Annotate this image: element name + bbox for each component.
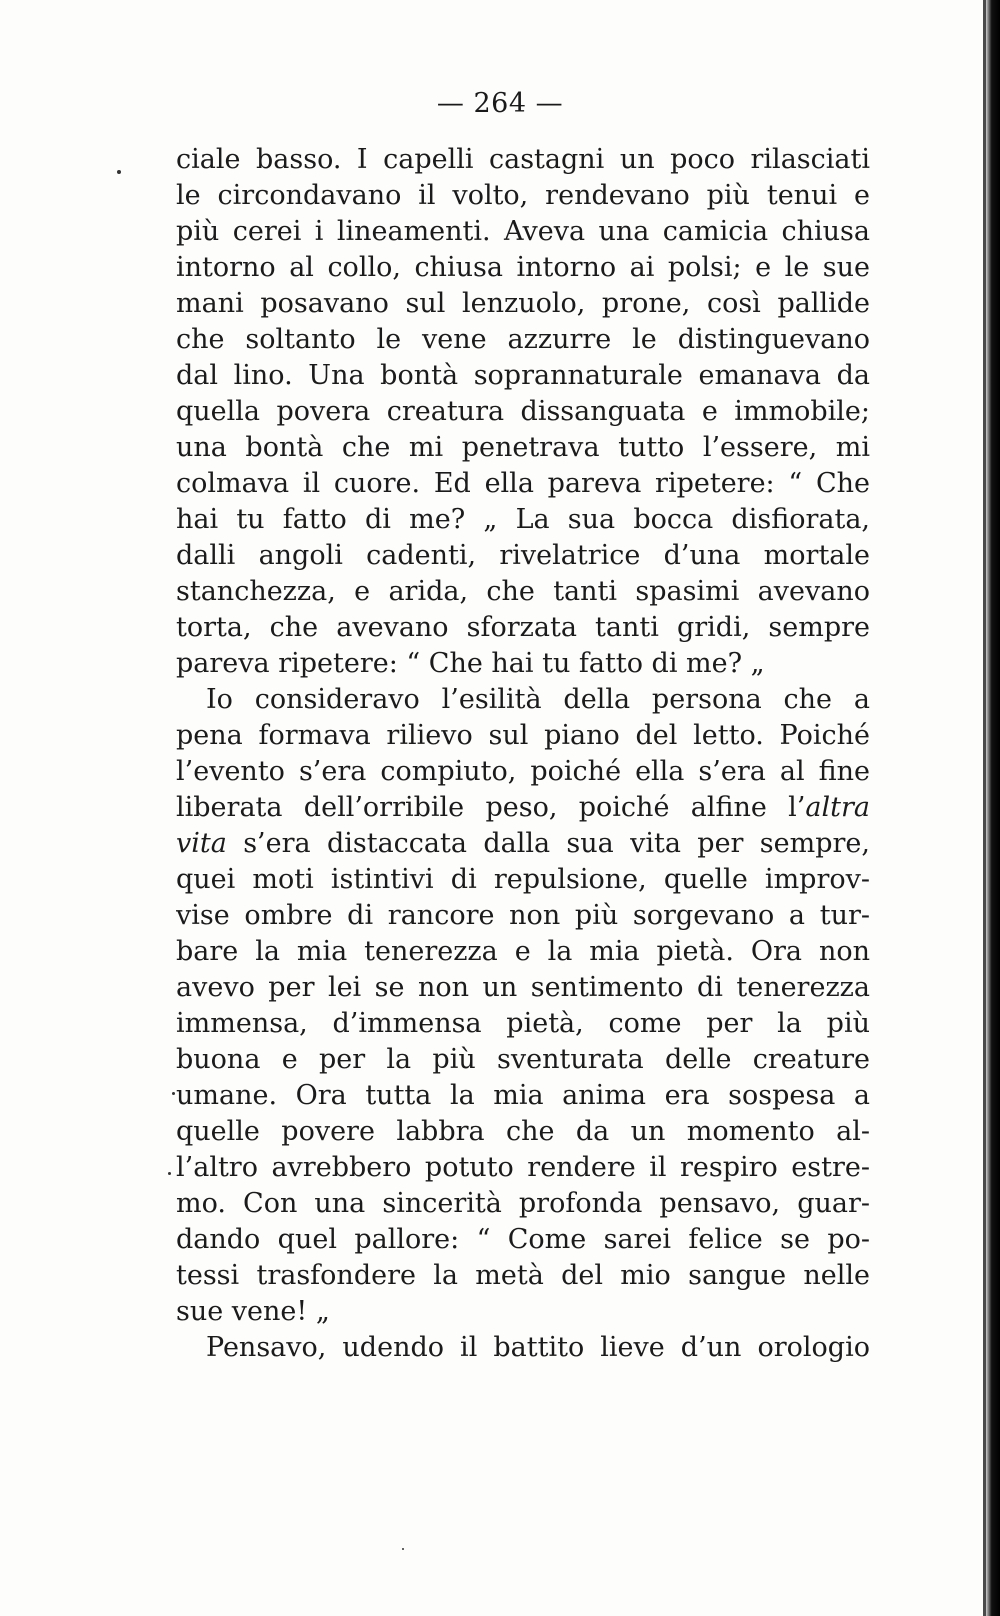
page-edge <box>986 0 1000 1616</box>
text-line: umane. Ora tutta la mia anima era sospesa a <box>176 1080 870 1111</box>
body-text <box>176 142 870 1366</box>
text-line: mo. Con una sincerità profonda pensavo, guar- <box>176 1188 870 1219</box>
paragraph-start-line: Pensavo, udendo il battito lieve d’un orologio <box>206 1332 870 1363</box>
text-line: una bontà che mi penetrava tutto l’essere, mi <box>176 432 870 463</box>
text-line: immensa, d’immensa pietà, come per la più <box>176 1008 870 1039</box>
text-line: vise ombre di rancore non più sorgevano a tur- <box>176 900 870 931</box>
text-line: bare la mia tenerezza e la mia pietà. Ora non <box>176 936 870 967</box>
paper-speck <box>172 1092 175 1095</box>
text-line: che soltanto le vene azzurre le distinguevano <box>176 324 870 355</box>
text-line: più cerei i lineamenti. Aveva una camicia chiusa <box>176 216 870 247</box>
text-line: tessi trasfondere la metà del mio sangue nelle <box>176 1260 870 1291</box>
text-line: l’altro avrebbero potuto rendere il respiro estre- <box>176 1152 870 1183</box>
text-line: pena formava rilievo sul piano del letto. Poiché <box>176 720 870 751</box>
paper-speck <box>117 170 121 174</box>
text-line <box>176 790 870 826</box>
paper-speck <box>168 1172 171 1175</box>
text-line: l’evento s’era compiuto, poiché ella s’era al fine <box>176 756 870 787</box>
text-line: quei moti istintivi di repulsione, quelle improv- <box>176 864 870 895</box>
text-line: avevo per lei se non un sentimento di tenerezza <box>176 972 870 1003</box>
text-line: quella povera creatura dissanguata e immobile; <box>176 396 870 427</box>
text-line: sue vene! „ <box>176 1296 330 1327</box>
text-line: buona e per la più sventurata delle creature <box>176 1044 870 1075</box>
text-line: stanchezza, e arida, che tanti spasimi avevano <box>176 576 870 607</box>
text-line: quelle povere labbra che da un momento al- <box>176 1116 870 1147</box>
paper-speck <box>402 1548 404 1550</box>
italic-word: altra <box>805 792 870 823</box>
text-line: pareva ripetere: “ Che hai tu fatto di me? „ <box>176 648 765 679</box>
paragraph-start-line: Io consideravo l’esilità della persona che a <box>206 684 870 715</box>
text-line: dal lino. Una bontà soprannaturale emanava da <box>176 360 870 391</box>
text-line: intorno al collo, chiusa intorno ai polsi; e le sue <box>176 252 870 283</box>
text-line: hai tu fatto di me? „ La sua bocca disfiorata, <box>176 504 870 535</box>
text-line: torta, che avevano sforzata tanti gridi, sempre <box>176 612 870 643</box>
text-line: dalli angoli cadenti, rivelatrice d’una mortale <box>176 540 870 571</box>
text-line: le circondavano il volto, rendevano più tenui e <box>176 180 870 211</box>
text-line: colmava il cuore. Ed ella pareva ripetere: “ Che <box>176 468 870 499</box>
text-line: ciale basso. I capelli castagni un poco rilasciati <box>176 144 870 175</box>
page-number: — 264 — <box>436 88 564 119</box>
text-fragment: liberata dell’orribile peso, poiché alfine l’ <box>176 792 806 823</box>
text-fragment: s’era distaccata dalla sua vita per sempre, <box>226 828 870 859</box>
italic-word: vita <box>176 828 227 859</box>
text-line: dando quel pallore: “ Come sarei felice se po- <box>176 1224 870 1255</box>
text-line: mani posavano sul lenzuolo, prone, così pallide <box>176 288 870 319</box>
text-line <box>176 826 870 862</box>
